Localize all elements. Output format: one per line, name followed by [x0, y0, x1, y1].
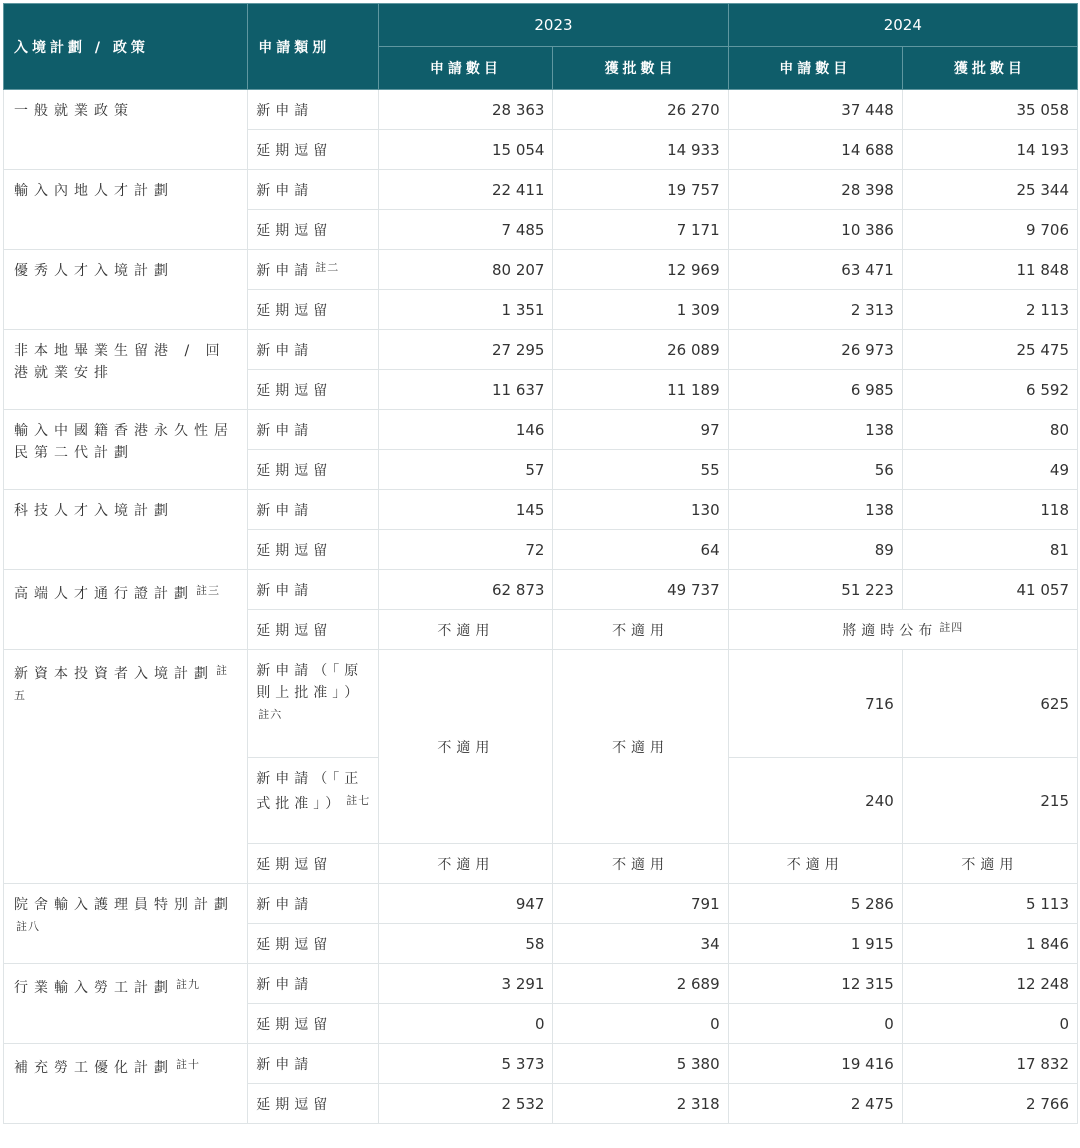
footnote-marker: 註二: [315, 261, 340, 274]
value-cell: 5 373: [379, 1044, 553, 1084]
header-applications-2023: 申請數目: [379, 47, 553, 90]
value-cell: 146: [379, 410, 553, 450]
table-row: [4, 410, 1078, 450]
value-cell: 5 113: [902, 884, 1077, 924]
value-cell: 80: [902, 410, 1077, 450]
value-cell: 97: [553, 410, 728, 450]
value-cell: 80 207: [379, 250, 553, 290]
value-cell: 22 411: [379, 170, 553, 210]
category-new: 新申請: [248, 884, 379, 924]
value-cell: 2 113: [902, 290, 1077, 330]
value-cell: 625: [902, 650, 1077, 758]
value-cell: 62 873: [379, 570, 553, 610]
footnote-marker: 註十: [176, 1058, 200, 1071]
value-cell: 947: [379, 884, 553, 924]
not-applicable-cell: 不適用: [553, 610, 728, 650]
value-cell: 2 475: [728, 1084, 902, 1124]
scheme-name: 輸入內地人才計劃: [4, 170, 248, 250]
category-new: 新申請: [248, 330, 379, 370]
not-applicable-cell: 不適用: [553, 844, 728, 884]
header-year-2024: 2024: [728, 4, 1077, 47]
value-cell: 49 737: [553, 570, 728, 610]
value-cell: 35 058: [902, 90, 1077, 130]
value-cell: 28 363: [379, 90, 553, 130]
value-cell: 12 315: [728, 964, 902, 1004]
value-cell: 130: [553, 490, 728, 530]
footnote-marker: 註八: [16, 920, 40, 933]
value-cell: 3 291: [379, 964, 553, 1004]
value-cell: 2 318: [553, 1084, 728, 1124]
value-cell: 14 688: [728, 130, 902, 170]
value-cell: 27 295: [379, 330, 553, 370]
scheme-name: 行業輸入勞工計劃 $^{註九}$: [4, 964, 248, 1044]
table-row: [4, 650, 1078, 758]
value-cell: 81: [902, 530, 1077, 570]
value-cell: 0: [902, 1004, 1077, 1044]
not-applicable-cell: 不適用: [379, 610, 553, 650]
value-cell: 26 270: [553, 90, 728, 130]
header-approvals-2023: 獲批數目: [553, 47, 728, 90]
scheme-name: 優秀人才入境計劃: [4, 250, 248, 330]
value-cell: 26 089: [553, 330, 728, 370]
category-extension: 延期逗留: [248, 450, 379, 490]
category-extension: 延期逗留: [248, 290, 379, 330]
value-cell: 63 471: [728, 250, 902, 290]
value-cell: 7 485: [379, 210, 553, 250]
value-cell: 14 933: [553, 130, 728, 170]
category-new: 新申請: [248, 90, 379, 130]
footnote-marker: 註六: [258, 708, 283, 721]
header-scheme: 入境計劃 / 政策: [4, 4, 248, 90]
value-cell: 138: [728, 410, 902, 450]
value-cell: 215: [902, 758, 1077, 844]
value-cell: 56: [728, 450, 902, 490]
category-new: 新申請: [248, 170, 379, 210]
category-extension: 延期逗留: [248, 844, 379, 884]
value-cell: 9 706: [902, 210, 1077, 250]
value-cell: 791: [553, 884, 728, 924]
category-extension: 延期逗留: [248, 130, 379, 170]
table-row: [4, 330, 1078, 370]
value-cell: 37 448: [728, 90, 902, 130]
category-extension: 延期逗留: [248, 210, 379, 250]
category-extension: 延期逗留: [248, 1084, 379, 1124]
value-cell: 12 969: [553, 250, 728, 290]
table-row: [4, 90, 1078, 130]
value-cell: 15 054: [379, 130, 553, 170]
value-cell: 2 766: [902, 1084, 1077, 1124]
header-category: 申請類別: [248, 4, 379, 90]
scheme-name: 高端人才通行證計劃 $^{註三}$: [4, 570, 248, 650]
value-cell: 19 757: [553, 170, 728, 210]
value-cell: 49: [902, 450, 1077, 490]
table-row: [4, 964, 1078, 1004]
value-cell: 6 985: [728, 370, 902, 410]
value-cell: 12 248: [902, 964, 1077, 1004]
value-cell: 1 846: [902, 924, 1077, 964]
value-cell: 0: [379, 1004, 553, 1044]
footnote-marker: 註九: [176, 978, 200, 991]
scheme-name: 科技人才入境計劃: [4, 490, 248, 570]
value-cell: 11 637: [379, 370, 553, 410]
category-extension: 延期逗留: [248, 530, 379, 570]
value-cell: 1 915: [728, 924, 902, 964]
footnote-marker: 註四: [939, 621, 964, 634]
value-cell: 17 832: [902, 1044, 1077, 1084]
value-cell: 1 351: [379, 290, 553, 330]
value-cell: 57: [379, 450, 553, 490]
value-cell: 11 189: [553, 370, 728, 410]
category-new: 新申請: [248, 490, 379, 530]
value-cell: 145: [379, 490, 553, 530]
value-cell: 0: [553, 1004, 728, 1044]
category-extension: 延期逗留: [248, 1004, 379, 1044]
value-cell: 11 848: [902, 250, 1077, 290]
category-new-in-principle: 新申請（「原則上批准」）$^{註六}$: [248, 650, 379, 758]
table-row: [4, 170, 1078, 210]
value-cell: 716: [728, 650, 902, 758]
value-cell: 10 386: [728, 210, 902, 250]
category-new: 新申請: [248, 410, 379, 450]
value-cell: 19 416: [728, 1044, 902, 1084]
category-new: 新申請: [248, 964, 379, 1004]
not-applicable-cell: 不適用: [728, 844, 902, 884]
value-cell: 2 532: [379, 1084, 553, 1124]
header-approvals-2024: 獲批數目: [902, 47, 1077, 90]
footnote-marker: 註七: [346, 794, 371, 807]
category-new: 新申請: [248, 1044, 379, 1084]
scheme-name: 新資本投資者入境計劃 $^{註五}$: [4, 650, 248, 884]
value-cell: 0: [728, 1004, 902, 1044]
value-cell: 28 398: [728, 170, 902, 210]
category-extension: 延期逗留: [248, 370, 379, 410]
value-cell: 25 475: [902, 330, 1077, 370]
value-cell: 64: [553, 530, 728, 570]
value-cell: 41 057: [902, 570, 1077, 610]
value-cell: 51 223: [728, 570, 902, 610]
scheme-name: 一般就業政策: [4, 90, 248, 170]
scheme-name: 非本地畢業生留港 / 回港就業安排: [4, 330, 248, 410]
table-row: [4, 490, 1078, 530]
value-cell: 34: [553, 924, 728, 964]
not-applicable-cell: 不適用: [553, 650, 728, 844]
value-cell: 138: [728, 490, 902, 530]
not-applicable-cell: 不適用: [379, 844, 553, 884]
value-cell: 72: [379, 530, 553, 570]
value-cell: 2 689: [553, 964, 728, 1004]
value-cell: 89: [728, 530, 902, 570]
category-extension: 延期逗留: [248, 924, 379, 964]
value-cell: 1 309: [553, 290, 728, 330]
table-row: [4, 570, 1078, 610]
scheme-name: 補充勞工優化計劃 $^{註十}$: [4, 1044, 248, 1124]
header-year-2023: 2023: [379, 4, 728, 47]
footnote-marker: 註三: [196, 584, 220, 597]
value-cell: 5 380: [553, 1044, 728, 1084]
value-cell: 25 344: [902, 170, 1077, 210]
header-applications-2024: 申請數目: [728, 47, 902, 90]
value-cell: 26 973: [728, 330, 902, 370]
scheme-name: 輸入中國籍香港永久性居民第二代計劃: [4, 410, 248, 490]
immigration-statistics-table: [3, 3, 1078, 1124]
not-applicable-cell: 不適用: [902, 844, 1077, 884]
value-cell: 118: [902, 490, 1077, 530]
value-cell: 14 193: [902, 130, 1077, 170]
value-cell: 7 171: [553, 210, 728, 250]
value-cell: 6 592: [902, 370, 1077, 410]
value-cell: 2 313: [728, 290, 902, 330]
category-extension: 延期逗留: [248, 610, 379, 650]
value-cell: 55: [553, 450, 728, 490]
value-cell: 5 286: [728, 884, 902, 924]
scheme-name: 院舍輸入護理員特別計劃$^{註八}$: [4, 884, 248, 964]
to-be-published-cell: 將適時公布 $^{註四}$: [728, 610, 1077, 650]
value-cell: 58: [379, 924, 553, 964]
table-row: [4, 250, 1078, 290]
not-applicable-cell: 不適用: [379, 650, 553, 844]
category-new-formal: 新申請（「正式批准」） $^{註七}$: [248, 758, 379, 844]
category-new: 新申請 $^{註二}$: [248, 250, 379, 290]
table-row: [4, 884, 1078, 924]
table-row: [4, 1044, 1078, 1084]
footnote-marker: 註五: [14, 664, 228, 702]
category-new: 新申請: [248, 570, 379, 610]
value-cell: 240: [728, 758, 902, 844]
